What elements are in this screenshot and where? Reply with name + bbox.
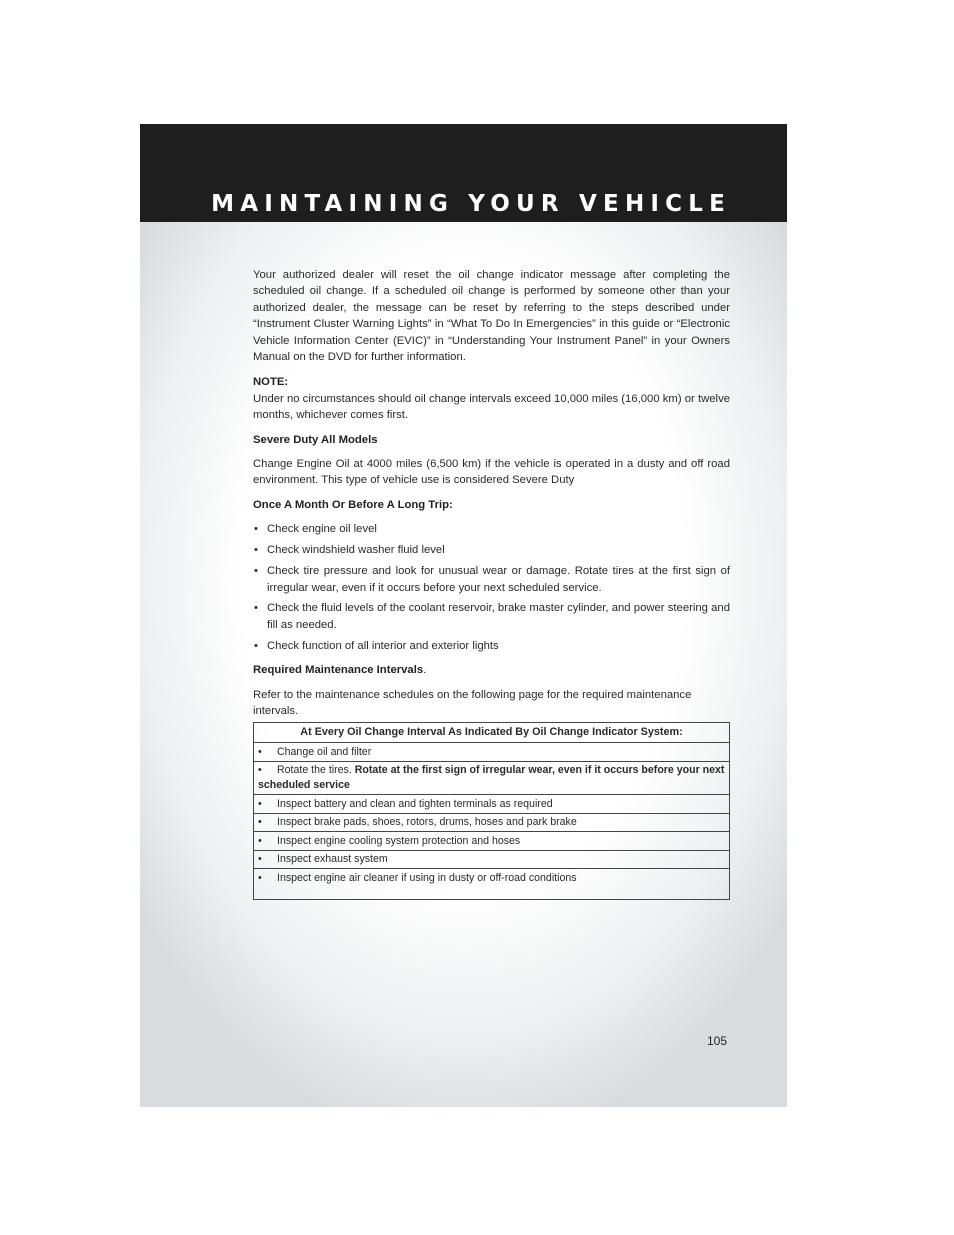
bullet-glyph: •	[258, 834, 262, 847]
bullet-glyph: •	[254, 565, 258, 578]
list-item: • Check engine oil level	[253, 521, 730, 537]
list-item: • Check the fluid levels of the coolant reservoir, brake master cylinder, and power steering and fill as needed.	[254, 602, 730, 631]
severe-duty-heading: Severe Duty All Models	[253, 433, 378, 446]
list-item: • Check tire pressure and look for unusual wear or damage. Rotate tires at the first sign of irregular wear, even if it occurs before your next scheduled service.	[254, 565, 730, 594]
list-item: • Check windshield washer fluid level	[253, 542, 730, 558]
bullet-glyph: •	[258, 853, 262, 866]
required-intervals-heading: Required Maintenance Intervals.	[253, 664, 427, 677]
table-header-row	[254, 723, 730, 743]
table-header: At Every Oil Change Interval As Indicated By Oil Change Indicator System:	[254, 723, 730, 743]
table-row: • Inspect exhaust system	[254, 850, 730, 869]
bullet-glyph: •	[254, 639, 258, 652]
manual-page	[140, 124, 787, 1107]
table-row: • Change oil and filter	[254, 743, 730, 762]
note-body: Under no circumstances should oil change intervals exceed 10,000 miles (16,000 km) or twelve months, whichever comes first.	[253, 392, 730, 422]
note-label: NOTE:	[253, 376, 289, 389]
table-row: • Inspect engine air cleaner if using in dusty or off-road conditions	[254, 869, 730, 900]
bullet-glyph: •	[254, 602, 258, 615]
bullet-glyph: •	[258, 745, 262, 758]
bullet-glyph: •	[254, 523, 258, 536]
bullet-glyph: •	[258, 764, 262, 777]
table-row: • Inspect brake pads, shoes, rotors, drums, hoses and park brake	[254, 813, 730, 832]
bullet-glyph: •	[258, 816, 262, 829]
page-content	[253, 267, 730, 900]
table-row: • Inspect engine cooling system protection and hoses	[254, 832, 730, 851]
list-item: • Check function of all interior and exterior lights	[253, 638, 730, 654]
note-block	[253, 374, 730, 423]
page-number: 105	[707, 1034, 728, 1048]
monthly-check-heading: Once A Month Or Before A Long Trip:	[253, 498, 453, 511]
header-band	[140, 124, 787, 222]
monthly-check-list	[253, 521, 730, 654]
section-title: MAINTAINING YOUR VEHICLE	[211, 191, 731, 217]
severe-duty-body: Change Engine Oil at 4000 miles (6,500 km) if the vehicle is operated in a dusty and off road environment. This type of vehicle use is considered Severe Duty	[253, 458, 730, 487]
table-row: • Inspect battery and clean and tighten terminals as required	[254, 795, 730, 814]
required-intervals-body: Refer to the maintenance schedules on the following page for the required maintenance intervals.	[253, 688, 692, 717]
table-row: • Rotate the tires. Rotate at the first sign of irregular wear, even if it occurs before your next scheduled service	[254, 761, 730, 795]
intro-paragraph: Your authorized dealer will reset the oil change indicator message after completing the scheduled oil change. If a scheduled oil change is performed by someone other than your authorized dealer, the message can be reset by referring to the steps described under “Instrument Cluster Warning Lights” in “What To Do In Emergencies” in this guide or “Electronic Vehicle Information Center (EVIC)” in “Understanding Your Instrument Panel” in your Owners Manual on the DVD for further information.	[253, 269, 730, 364]
bullet-glyph: •	[258, 797, 262, 810]
bullet-glyph: •	[258, 871, 262, 884]
oil-change-table	[253, 722, 730, 900]
bullet-glyph: •	[254, 544, 258, 557]
